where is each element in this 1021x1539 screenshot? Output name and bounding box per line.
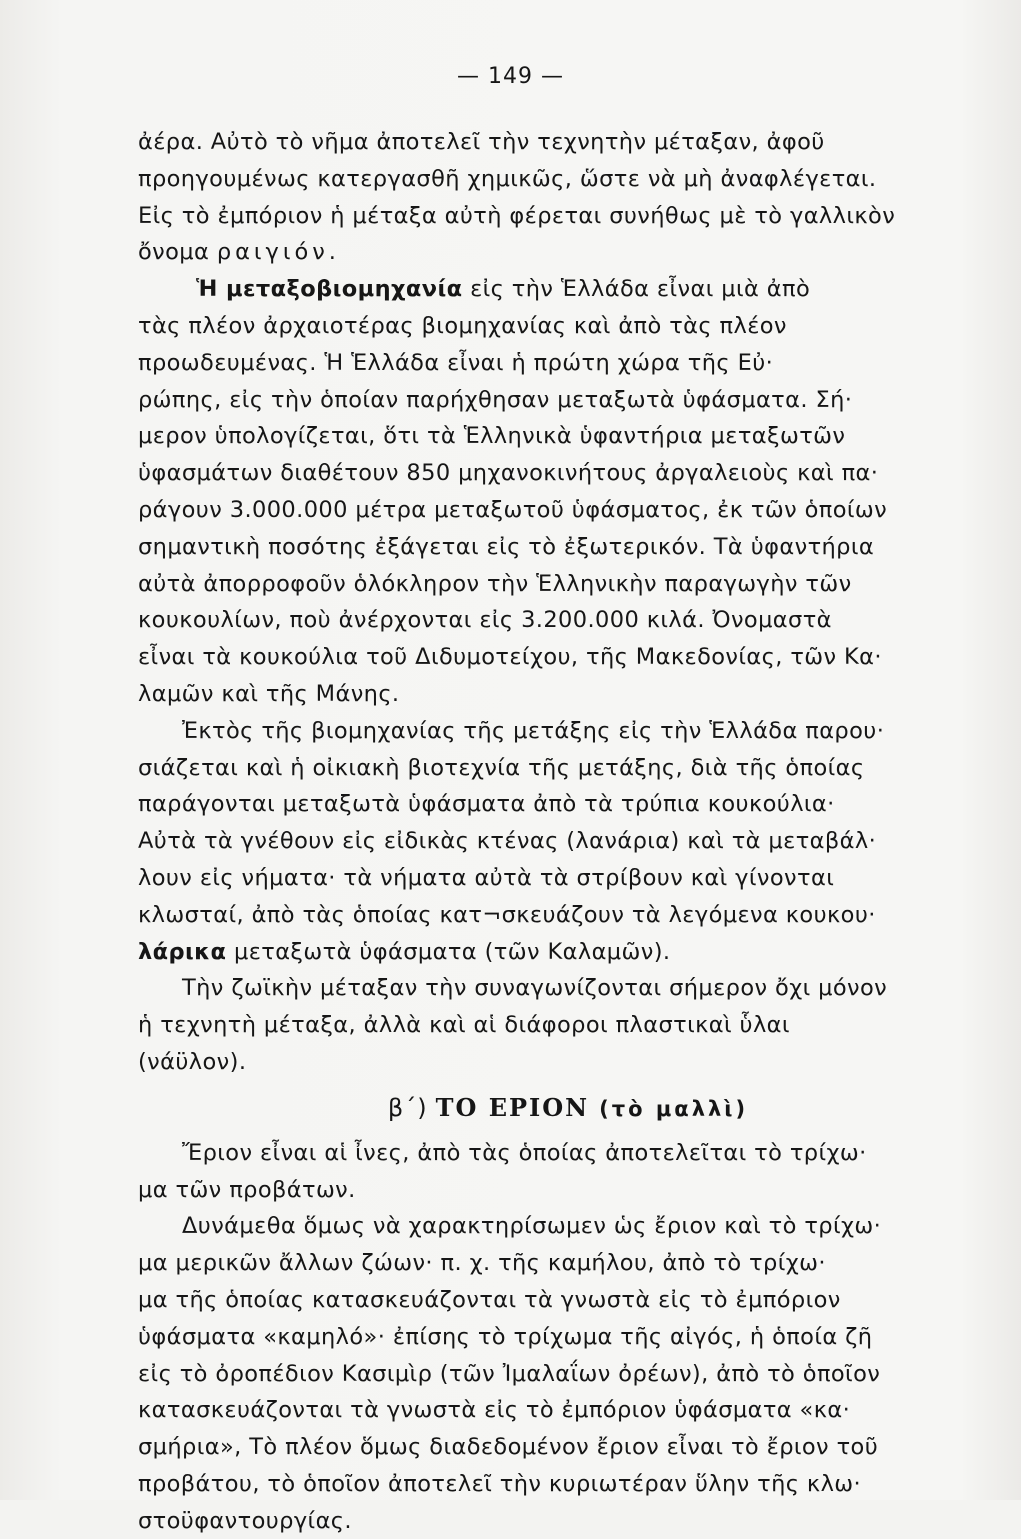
text-fragment: μεταξωτὰ ὑφάσματα (τῶν Καλαμῶν). (226, 938, 671, 965)
emphasized-term-koukoularika: λάρικα (138, 938, 227, 965)
text-line: προβάτου, τὸ ὁποῖον ἀποτελεῖ τὴν κυριωτέραν ὕλην τῆς κλω· (138, 1470, 862, 1497)
text-line: Αὐτὰ τὰ γνέθουν εἰς εἰδικὰς κτένας (λανάρια) καὶ τὰ μεταβάλ· (138, 828, 877, 855)
text-line: κατασκευάζονται τὰ γνωστὰ εἰς τὸ ἐμπόριον ὑφάσματα «κα· (138, 1397, 851, 1424)
text-line: Ἔριον εἶναι αἱ ἶνες, ἀπὸ τὰς ὁποίας ἀποτελεῖται τὸ τρίχω· (182, 1139, 867, 1166)
text-line: μερον ὑπολογίζεται, ὅτι τὰ Ἑλληνικὰ ὑφαντήρια μεταξωτῶν (138, 423, 846, 450)
text-line: μα τῶν προβάτων. (138, 1176, 356, 1203)
emphasized-term-raigion: ραιγιόν. (216, 239, 340, 266)
text-line: λουν εἰς νήματα· τὰ νήματα αὐτὰ τὰ στρίβουν καὶ γίνονται (138, 864, 835, 891)
text-line: προωδευμένας. Ἡ Ἑλλάδα εἶναι ἡ πρώτη χώρα τῆς Εὐ· (138, 349, 774, 376)
text-line: Ἐκτὸς τῆς βιομηχανίας τῆς μετάξης εἰς τὴν Ἑλλάδα παρου· (182, 717, 885, 744)
text-line: κλωσταί, ἀπὸ τὰς ὁποίας κατ¬σκευάζουν τὰ λεγόμενα κουκου· (138, 901, 876, 928)
text-line: εἶναι τὰ κουκούλια τοῦ Διδυμοτείχου, τῆς Μακεδονίας, τῶν Κα· (138, 644, 882, 671)
section-subtitle: (τὸ μαλλὶ) (599, 1096, 749, 1121)
text-line: κουκουλίων, ποὺ ἀνέρχονται εἰς 3.200.000 κιλά. Ὀνομαστὰ (138, 607, 832, 634)
text-line: στοϋφαντουργίας. (138, 1507, 352, 1534)
text-line (138, 934, 968, 971)
text-line: παράγονται μεταξωτὰ ὑφάσματα ἀπὸ τὰ τρύπια κουκούλια· (138, 791, 835, 818)
text-line: Δυνάμεθα ὅμως νὰ χαρακτηρίσωμεν ὡς ἔριον καὶ τὸ τρίχω· (182, 1213, 882, 1240)
text-line: Εἰς τὸ ἐμπόριον ἡ μέταξα αὐτὴ φέρεται συνήθως μὲ τὸ γαλλικὸν (138, 202, 896, 229)
section-title: ΤΟ ΕΡΙΟΝ (435, 1092, 590, 1122)
text-fragment: εἰς τὴν Ἑλλάδα εἶναι μιὰ ἀπὸ (462, 276, 811, 303)
text-line: εἰς τὸ ὀροπέδιον Κασιμὶρ (τῶν Ἰμαλαΐων ὀρέων), ἀπὸ τὸ ὁποῖον (138, 1360, 881, 1387)
text-line: Τὴν ζωϊκὴν μέταξαν τὴν συναγωνίζονται σήμερον ὄχι μόνον (182, 975, 888, 1002)
text-line: μα τῆς ὁποίας κατασκευάζονται τὰ γνωστὰ εἰς τὸ ἐμπόριον (138, 1286, 841, 1313)
text-line: προηγουμένως κατεργασθῆ χημικῶς, ὥστε νὰ μὴ ἀναφλέγεται. (138, 165, 877, 192)
text-line: τὰς πλέον ἀρχαιοτέρας βιομηχανίας καὶ ἀπὸ τὰς πλέον (138, 312, 787, 339)
section-heading (138, 1081, 968, 1135)
text-line: σμήρια», Τὸ πλέον ὅμως διαδεδομένον ἔριον εἶναι τὸ ἔριον τοῦ (138, 1434, 879, 1461)
text-line: λαμῶν καὶ τῆς Μάνης. (138, 680, 400, 707)
section-number: β΄) (387, 1093, 428, 1122)
text-line: σιάζεται καὶ ἡ οἰκιακὴ βιοτεχνία τῆς μετάξης, διὰ τῆς ὁποίας (138, 754, 865, 781)
text-line: ἀέρα. Αὐτὸ τὸ νῆμα ἀποτελεῖ τὴν τεχνητὴν μέταξαν, ἀφοῦ (138, 129, 825, 155)
text-line: ὑφάσματα «καμηλό»· ἐπίσης τὸ τρίχωμα τῆς αἰγός, ἡ ὁποία ζῆ (138, 1323, 873, 1350)
body-text (138, 124, 968, 1539)
text-line: σημαντικὴ ποσότης ἐξάγεται εἰς τὸ ἐξωτερικόν. Τὰ ὑφαντήρια (138, 533, 875, 560)
text-line: ἡ τεχνητὴ μέταξα, ἀλλὰ καὶ αἱ διάφοροι πλαστικαὶ ὗλαι (138, 1012, 790, 1039)
text-line: ρώπης, εἰς τὴν ὁποίαν παρήχθησαν μεταξωτὰ ὑφάσματα. Σή· (138, 386, 853, 413)
text-line: αὐτὰ ἀπορροφοῦν ὁλόκληρον τὴν Ἑλληνικὴν παραγωγὴν τῶν (138, 570, 852, 597)
page-number: — 149 — (457, 64, 564, 89)
text-line: ράγουν 3.000.000 μέτρα μεταξωτοῦ ὑφάσματος, ἐκ τῶν ὁποίων (138, 496, 888, 523)
text-line: μα μερικῶν ἄλλων ζώων· π. χ. τῆς καμήλου, ἀπὸ τὸ τρίχω· (138, 1250, 826, 1277)
text-line (138, 234, 968, 271)
text-fragment: ὄνομα (138, 239, 217, 266)
emphasized-term-silk-industry: Ἡ μεταξοβιομηχανία (196, 276, 463, 303)
text-line (138, 271, 968, 308)
text-line: (νάϋλον). (138, 1048, 247, 1075)
text-line: ὑφασμάτων διαθέτουν 850 μηχανοκινήτους ἀργαλειοὺς καὶ πα· (138, 460, 879, 487)
